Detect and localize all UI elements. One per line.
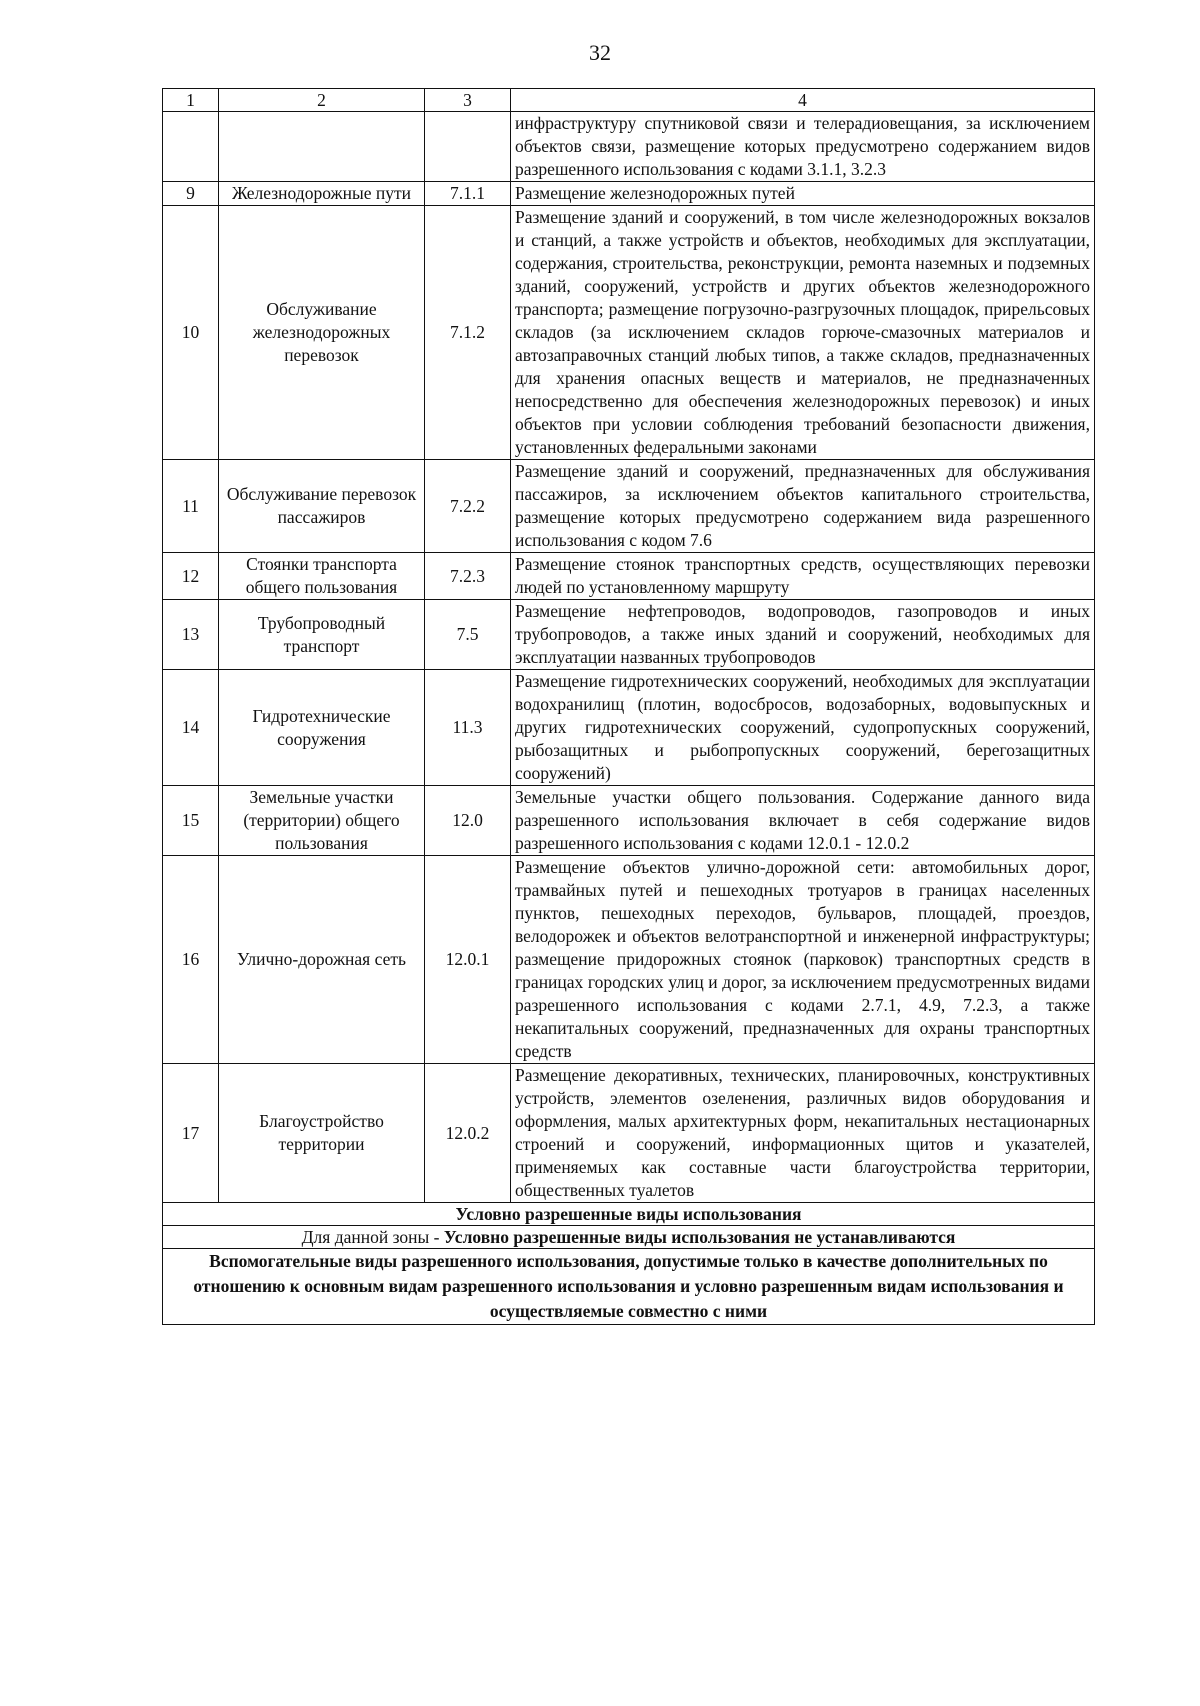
table-row: [163, 600, 1095, 670]
use-type-name: Обслуживание железнодорожных перевозок: [219, 206, 425, 460]
use-type-code: 7.2.2: [425, 460, 511, 553]
header-col-2: 2: [219, 89, 425, 112]
use-type-name: Железнодорожные пути: [219, 182, 425, 206]
use-type-description: Размещение зданий и сооружений, предназначенных для обслуживания пассажиров, за исключением объектов капитального строительства, размещение которых предусмотрено содержанием вида разрешенного использования с кодом 7.6: [511, 460, 1095, 553]
conditional-note-row: [163, 1226, 1095, 1249]
table-row: [163, 460, 1095, 553]
row-number: 15: [163, 786, 219, 856]
use-type-description: Размещение стоянок транспортных средств, осуществляющих перевозки людей по установленному маршруту: [511, 553, 1095, 600]
use-type-code: 12.0.1: [425, 856, 511, 1064]
land-use-table: [162, 88, 1095, 1325]
use-type-code: 7.1.1: [425, 182, 511, 206]
table-row: [163, 1064, 1095, 1203]
table-row: [163, 786, 1095, 856]
use-type-code: 7.1.2: [425, 206, 511, 460]
conditional-note-prefix: Для данной зоны -: [301, 1226, 444, 1247]
use-type-description: Размещение железнодорожных путей: [511, 182, 1095, 206]
auxiliary-section-row: [163, 1249, 1095, 1325]
use-type-code: 7.2.3: [425, 553, 511, 600]
row-number: 16: [163, 856, 219, 1064]
header-col-1: 1: [163, 89, 219, 112]
use-type-description: Размещение гидротехнических сооружений, необходимых для эксплуатации водохранилищ (плотин, водосбросов, водозаборных, водовыпускных и других гидротехнических сооружений, судопропускных сооружений, рыбозащитных и рыбопропускных сооружений, берегозащитных сооружений): [511, 670, 1095, 786]
auxiliary-section-title: Вспомогательные виды разрешенного использования, допустимые только в качестве дополнительных по отношению к основным видам разрешенного использования и условно разрешенным видам использования и осуществляемые совместно с ними: [163, 1249, 1095, 1325]
row-number: 9: [163, 182, 219, 206]
use-type-code: 11.3: [425, 670, 511, 786]
use-type-name: Улично-дорожная сеть: [219, 856, 425, 1064]
row-number: 10: [163, 206, 219, 460]
row-number: 12: [163, 553, 219, 600]
row-number: 17: [163, 1064, 219, 1203]
conditional-note-emphasis: Условно разрешенные виды использования не устанавливаются: [443, 1226, 956, 1247]
use-type-name: Обслуживание перевозок пассажиров: [219, 460, 425, 553]
table-row: [163, 206, 1095, 460]
row-number: 14: [163, 670, 219, 786]
conditional-note: [163, 1226, 1095, 1249]
use-type-code: 7.5: [425, 600, 511, 670]
row-number: 11: [163, 460, 219, 553]
table-header-row: [163, 89, 1095, 112]
use-type-description: Размещение нефтепроводов, водопроводов, газопроводов и иных трубопроводов, а также иных зданий и сооружений, необходимых для эксплуатации названных трубопроводов: [511, 600, 1095, 670]
header-col-3: 3: [425, 89, 511, 112]
use-type-code: 12.0: [425, 786, 511, 856]
use-type-description: Размещение объектов улично-дорожной сети: автомобильных дорог, трамвайных путей и пешеходных тротуаров в границах населенных пунктов, пешеходных переходов, бульваров, площадей, проездов, велодорожек и объектов велотранспортной и инженерной инфраструктуры; размещение придорожных стоянок (парковок) транспортных средств в границах городских улиц и дорог, за исключением предусмотренных видами разрешенного использования с кодами 2.7.1, 4.9, 7.2.3, а также некапитальных сооружений, предназначенных для охраны транспортных средств: [511, 856, 1095, 1064]
conditional-section-row: [163, 1203, 1095, 1226]
table-row: [163, 670, 1095, 786]
use-type-name: [219, 112, 425, 182]
table-row: [163, 112, 1095, 182]
use-type-description: Размещение зданий и сооружений, в том числе железнодорожных вокзалов и станций, а также устройств и объектов, необходимых для эксплуатации, содержания, строительства, реконструкции, ремонта наземных и подземных зданий, сооружений, устройств и других объектов железнодорожного транспорта; размещение погрузочно-разгрузочных площадок, прирельсовых складов (за исключением складов горюче-смазочных материалов и автозаправочных станций любых типов, а также складов, предназначенных для хранения опасных веществ и материалов, не предназначенных непосредственно для обеспечения железнодорожных перевозок) и иных объектов при условии соблюдения требований безопасности движения, установленных федеральными законами: [511, 206, 1095, 460]
use-type-code: [425, 112, 511, 182]
use-type-name: Гидротехнические сооружения: [219, 670, 425, 786]
use-type-description: инфраструктуру спутниковой связи и телерадиовещания, за исключением объектов связи, размещение которых предусмотрено содержанием видов разрешенного использования с кодами 3.1.1, 3.2.3: [511, 112, 1095, 182]
conditional-section-title: Условно разрешенные виды использования: [163, 1203, 1095, 1226]
use-type-name: Благоустройство территории: [219, 1064, 425, 1203]
header-col-4: 4: [511, 89, 1095, 112]
page-number: 32: [589, 40, 611, 65]
use-type-description: Земельные участки общего пользования. Содержание данного вида разрешенного использования включает в себя содержание видов разрешенного использования с кодами 12.0.1 - 12.0.2: [511, 786, 1095, 856]
use-type-code: 12.0.2: [425, 1064, 511, 1203]
use-type-name: Трубопроводный транспорт: [219, 600, 425, 670]
table-row: [163, 182, 1095, 206]
row-number: 13: [163, 600, 219, 670]
use-type-description: Размещение декоративных, технических, планировочных, конструктивных устройств, элементов озеленения, различных видов оборудования и оформления, малых архитектурных форм, некапитальных нестационарных строений и сооружений, информационных щитов и указателей, применяемых как составные части благоустройства территории, общественных туалетов: [511, 1064, 1095, 1203]
row-number: [163, 112, 219, 182]
use-type-name: Земельные участки (территории) общего пользования: [219, 786, 425, 856]
use-type-name: Стоянки транспорта общего пользования: [219, 553, 425, 600]
table-row: [163, 553, 1095, 600]
table-row: [163, 856, 1095, 1064]
